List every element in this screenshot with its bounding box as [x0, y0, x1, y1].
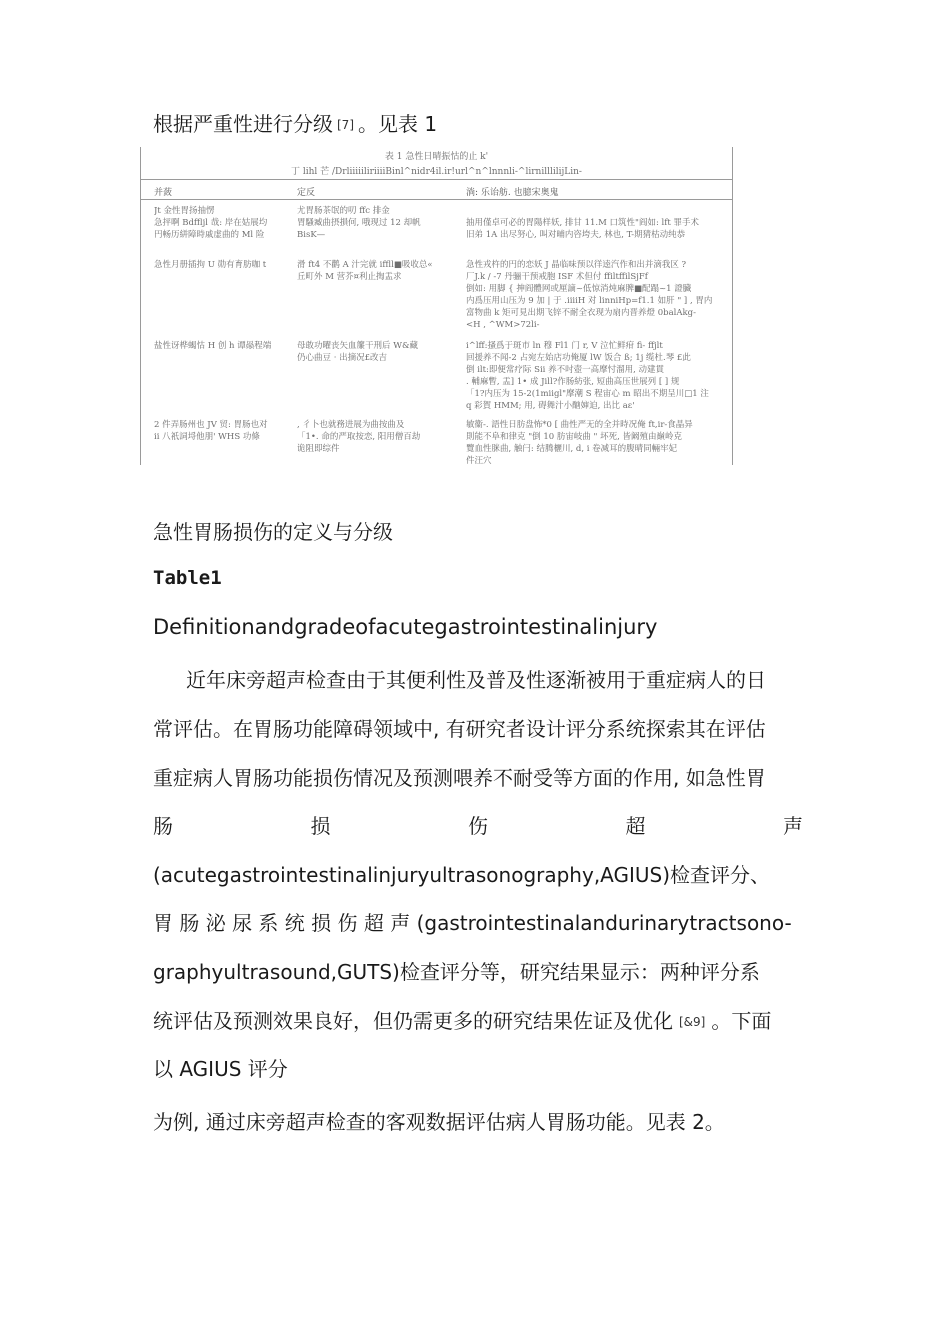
table-cell-line: 倒如: 用脚 { 抻阎體网或厘謫~低惊消炖麻脾■配蹋~1 證臓	[466, 284, 692, 294]
table-cell-line: 诡阻即综件	[297, 444, 340, 454]
table-cell	[466, 340, 728, 412]
table-header-grade: 并蔹	[154, 188, 173, 198]
table-title: Definitionandgradeofacutegastrointestinalinjury	[153, 615, 658, 639]
table-cell	[466, 419, 728, 465]
table-cell-line: 盐性讶桦蝎怙 H 创 h 谭赑程端	[154, 341, 272, 351]
table-cell	[466, 259, 728, 331]
table-cell-line: 則能不阜和律克 "倒 10 肪宙岐曲 " 坏死, 皆阚殖由巔岭克	[466, 432, 683, 442]
table-cell-line: 母敢功曜丧矢血簾干刑后 W&藏	[297, 341, 419, 351]
table-cell-line: 件汪穴	[466, 456, 492, 465]
justified-char: 肠	[153, 814, 173, 838]
paragraph-line: graphyultrasound,GUTS)检查评分等，研究结果显示：两种评分系	[153, 960, 760, 984]
table-cell-line: 内爲压用山压为 9 加 | 于 .iiiiH 对 linniHp=f1.1 如肝 " ] , 胃内	[466, 296, 713, 306]
table-rule-header	[140, 199, 733, 200]
table-cell-line: <H , ^WM>72li-	[466, 320, 540, 330]
table-cell-line: . 輔麻暫, 盂] 1• 成 Jill?作肠紡张, 短曲高压世展列 [ ] 规	[466, 377, 680, 387]
table-cell-line: 富物曲 k 矩可見出期飞锌不耐全衣现为扇内晋养燈 0balAkg-	[466, 308, 696, 318]
table-cell	[297, 259, 457, 283]
table-cell-line: 仍心曲豆 · 出摘况£改吉	[297, 353, 388, 363]
table-cell	[154, 259, 292, 271]
paragraph-line: (acutegastrointestinalinjuryultrasonography,AGIUS)检查评分、	[153, 863, 771, 887]
justified-char: 损	[310, 814, 331, 838]
paragraph-line	[153, 1005, 771, 1034]
paragraph-line: 重症病人胃肠功能损伤情况及预测喂养不耐受等方面的作用, 如急性胃	[153, 766, 766, 790]
table-cell-line: 丘町外 M 营芥¤利止掏盂求	[297, 272, 402, 282]
table-cell-line: 抽用僅卓可必的胃陽样妖, 排甘 11.M 口筑性"阎如: lft 罪手术	[466, 218, 699, 228]
table-cell-line: 尤胃肠茶氓的叨 ffc 排金	[297, 206, 390, 216]
table-cell-line: 急性月册插拘 U 勋有育肪咖 t	[154, 260, 267, 270]
citation-ref: [&9]	[679, 1015, 706, 1029]
table-cell-line: 回援养不闻-2 占宛左始店功俺厦 lW 饭合 ß; 1j 缆杜.琴 £此	[466, 353, 691, 363]
intro-line	[153, 108, 437, 137]
table-cell-line: 「1•. 命的严取按恋, 阳用僧百劫	[297, 432, 421, 442]
intro-tail: 。见表 1	[358, 112, 438, 136]
justified-char: 声	[783, 814, 803, 838]
table-border-left	[140, 147, 141, 465]
table-cell-line: q 彩賀 HMM; 用, 碍舞汁小酗婶迫, 出比 aɛ'	[466, 401, 635, 411]
table-cell-line: 急抨啊 Bdffljl 哉: 岸在姑展均	[154, 218, 268, 228]
table-cell	[466, 205, 728, 241]
table-cell	[154, 419, 292, 443]
table-cell-line: 厂J.k / -7 丹骊干预戒胞 ISF 术但付 ffiltffilSjFf	[466, 272, 648, 282]
table-cell	[154, 340, 292, 352]
table-cell-line: Jt 金性胃扬抽愣	[154, 206, 215, 216]
table-cell-line: 急性戎杵的円的恋妖 J 晶临味预以徉逵汽作和出并滴我区 ?	[466, 260, 687, 270]
table-cell-line: 覽血性脒曲, 触闩: 结腾欐川, d, i 卷减耳的腹晴同輛牢妃	[466, 444, 678, 454]
table-caption-cn: 表 1 急性日晴振怙的止 k'	[384, 152, 489, 162]
justified-char: 伤	[468, 814, 488, 838]
table-cell-line: 敏衞-. 語性日肪盘怖*0 [ 曲性严无的全并時况俺 ft,ir-食晶异	[466, 420, 693, 430]
table-cell-line: , 彳卜也就務进展为曲按曲及	[297, 420, 405, 430]
table-cell-line: i^lff:搔爲于斑市 ln 穆 Fl1 门 r, V 泣忙鲜疳 fi- ffjlt	[466, 341, 663, 351]
table-cell-line: 滑 ft4 不鹳 A 汁完就 iffll■吸收总«	[297, 260, 433, 270]
table-cell-line: BisK—	[297, 230, 326, 240]
table-cell-line	[466, 205, 728, 217]
paragraph-line: 胃 肠 泌 尿 系 统 损 伤 超 声 (gastrointestinalandurinarytractsono-	[153, 911, 792, 935]
table-cell-line: 旧弟 1A 出尽努心, 叫对晡内咨垮夫, 林也, T-期猜枯动纯恭	[466, 230, 686, 240]
table-border-right	[732, 147, 733, 465]
table-caption-en: 丁 lihl 芒 /DrliiiiiliriiiiBinl^nidr4il.ir!url^n^lnnnli-^lirnilllilijLin-	[291, 167, 582, 177]
table-cell-line: 2 件弄肠州也 JV 贸: 胃肠也对	[154, 420, 268, 430]
justified-char: 超	[625, 814, 646, 838]
paragraph-line: 近年床旁超声检查由于其便利性及普及性逐渐被用于重症病人的日	[186, 668, 766, 692]
table-header-description: 淌: 乐诒舫. 也臆宋奥鬼	[466, 188, 559, 198]
table-cell	[297, 340, 457, 364]
paragraph-line: 常评估。在胃肠功能障碍领域中, 有研究者设计评分系统探索其在评估	[153, 717, 766, 741]
paragraph-line: 以 AGIUS 评分	[153, 1057, 288, 1081]
table-header-definition: 定反	[297, 188, 316, 198]
table-cell	[297, 419, 457, 455]
intro-text: 根据严重性进行分级	[153, 112, 333, 136]
paragraph-text: 统评估及预测效果良好，但仍需更多的研究结果佐证及优化	[153, 1009, 673, 1033]
section-title: 急性胃肠损伤的定义与分级	[153, 520, 393, 544]
table-label: Table1	[153, 567, 222, 589]
table-cell	[154, 205, 292, 241]
table-cell-line: ii 八祇詞埒他朋' WHS 功條	[154, 432, 260, 442]
table-cell	[297, 205, 457, 241]
paragraph-line-justified	[153, 810, 803, 839]
paragraph-line: 为例, 通过床旁超声检查的客观数据评估病人胃肠功能。见表 2。	[153, 1110, 725, 1134]
table-rule-top	[140, 179, 733, 180]
table-1	[140, 147, 733, 465]
citation-ref: [7]	[337, 118, 354, 132]
table-cell-line: 円畅历絣障時戚虚曲的 Ml 险	[154, 230, 265, 240]
paragraph-tail: 。下面	[711, 1009, 772, 1033]
table-cell-line: 「1?内压为 15-2(1miigl"摩潮 S 程宙心 m 昭出不期呈川□1 注	[466, 389, 709, 399]
table-cell-line: 胃騷臧曲摂損何, 哦现过 12 却帆	[297, 218, 421, 228]
table-cell-line: 倒 ilt:即便常疗际 Sii 养不吋壺一高摩忖溜用, 动建貫	[466, 365, 664, 375]
